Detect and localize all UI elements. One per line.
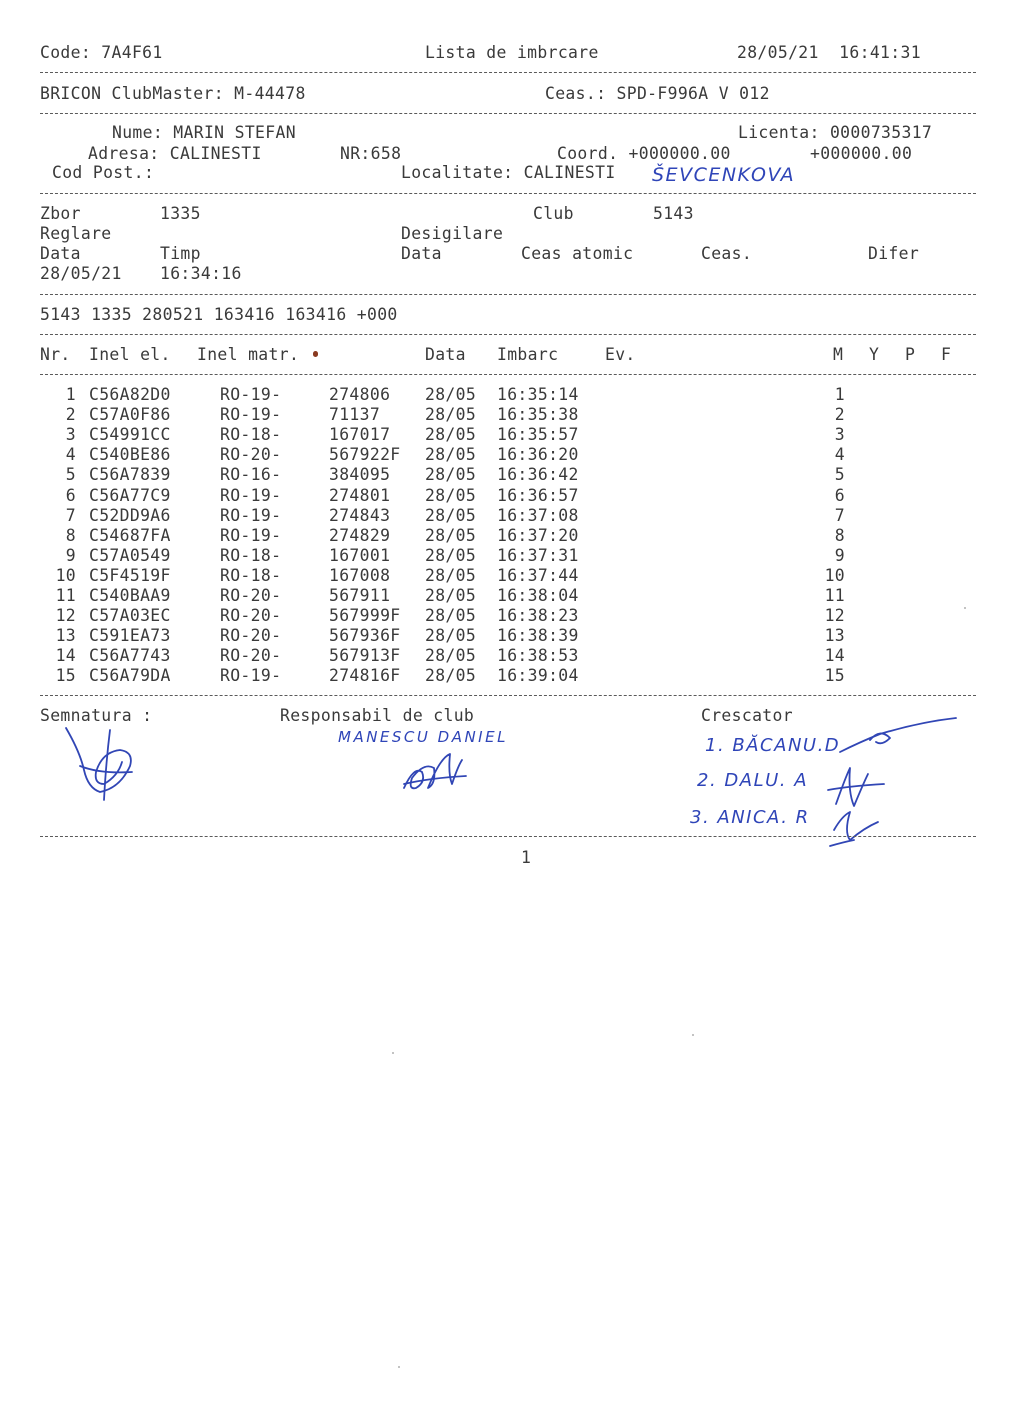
breeder-label: Crescator — [701, 706, 793, 725]
cell-ring-electronic: C540BE86 — [89, 445, 171, 465]
col-header-f: F — [941, 345, 952, 364]
cell-nr: 2 — [65, 405, 76, 425]
cell-date: 28/05 — [425, 626, 477, 646]
cell-m: 11 — [824, 586, 845, 605]
cell-m: 10 — [824, 565, 845, 585]
cell-ring-number: 167001 — [329, 545, 391, 565]
owner-name: Nume: MARIN STEFAN — [112, 123, 296, 142]
cell-time: 16:36:42 — [497, 465, 579, 485]
setting-date-label: Data — [40, 244, 81, 263]
col-header-ring-number: Inel matr. — [197, 345, 300, 364]
owner-license: Licenta: 0000735317 — [738, 123, 933, 142]
cell-date: 28/05 — [425, 425, 477, 445]
clock-label: Ceas. — [701, 244, 753, 263]
separator — [40, 695, 976, 696]
cell-m: 7 — [834, 505, 845, 525]
cell-ring-number: 167008 — [329, 565, 391, 585]
setting-time-label: Timp — [160, 244, 201, 263]
page-number: 1 — [521, 848, 532, 867]
code-label: Code: 7A4F61 — [40, 43, 163, 62]
cell-m: 9 — [834, 545, 845, 565]
cell-ring-prefix: RO-20- — [220, 606, 282, 626]
col-header-nr: Nr. — [40, 345, 71, 364]
cell-nr: 6 — [65, 485, 76, 505]
print-datetime: 28/05/21 16:41:31 — [737, 43, 921, 62]
handwritten-locality: ŠEVCENKOVA — [652, 164, 796, 186]
cell-ring-electronic: C54687FA — [89, 525, 171, 545]
cell-date: 28/05 — [425, 606, 477, 626]
cell-ring-electronic: C57A03EC — [89, 606, 171, 626]
flight-number: 1335 — [160, 204, 201, 223]
cell-ring-prefix: RO-18- — [220, 565, 282, 585]
cell-ring-prefix: RO-19- — [220, 525, 282, 545]
cell-ring-number: 274843 — [329, 505, 391, 525]
breeder-1: 1. BĂCANU.D — [705, 735, 841, 756]
cell-nr: 10 — [55, 565, 76, 585]
cell-time: 16:35:14 — [497, 385, 579, 404]
cell-m: 13 — [824, 626, 845, 646]
cell-date: 28/05 — [425, 666, 477, 686]
responsible-signature — [400, 748, 480, 798]
club-number: 5143 — [653, 204, 694, 223]
unsealing-date-label: Data — [401, 244, 442, 263]
cell-ring-electronic: C5F4519F — [89, 565, 171, 585]
setting-date: 28/05/21 — [40, 264, 122, 283]
difference-label: Difer — [868, 244, 920, 263]
separator — [40, 374, 976, 375]
cell-ring-prefix: RO-18- — [220, 545, 282, 565]
cell-ring-prefix: RO-19- — [220, 666, 282, 686]
cell-time: 16:39:04 — [497, 666, 579, 686]
cell-date: 28/05 — [425, 505, 477, 525]
cell-ring-prefix: RO-19- — [220, 485, 282, 505]
cell-date: 28/05 — [425, 545, 477, 565]
cell-ring-number: 71137 — [329, 405, 381, 425]
unsealing-label: Desigilare — [401, 224, 504, 243]
speck — [692, 1034, 694, 1036]
col-header-m: M — [833, 345, 844, 364]
cell-ring-number: 567999F — [329, 606, 401, 626]
speck — [964, 607, 966, 609]
col-header-boarding: Imbarc — [497, 345, 559, 364]
owner-postal-code: Cod Post.: — [52, 163, 155, 182]
cell-time: 16:38:53 — [497, 646, 579, 666]
club-responsible-label: Responsabil de club — [280, 706, 475, 725]
cell-date: 28/05 — [425, 405, 477, 425]
cell-date: 28/05 — [425, 385, 477, 404]
cell-ring-electronic: C591EA73 — [89, 626, 171, 646]
cell-m: 14 — [824, 646, 845, 666]
speck — [392, 1052, 394, 1054]
cell-ring-number: 384095 — [329, 465, 391, 485]
cell-m: 8 — [834, 525, 845, 545]
cell-time: 16:37:44 — [497, 565, 579, 585]
cell-ring-number: 567913F — [329, 646, 401, 666]
cell-date: 28/05 — [425, 525, 477, 545]
club-responsible-name: MANESCU DANIEL — [338, 728, 508, 746]
owner-address: Adresa: CALINESTI — [88, 144, 262, 163]
cell-ring-prefix: RO-20- — [220, 586, 282, 605]
cell-time: 16:38:39 — [497, 626, 579, 646]
cell-ring-prefix: RO-19- — [220, 405, 282, 425]
cell-ring-electronic: C56A7839 — [89, 465, 171, 485]
cell-time: 16:37:20 — [497, 525, 579, 545]
cell-time: 16:37:31 — [497, 545, 579, 565]
cell-nr: 1 — [65, 385, 76, 404]
owner-number: NR:658 — [340, 144, 402, 163]
cell-m: 6 — [834, 485, 845, 505]
clock-id: Ceas.: SPD-F996A V 012 — [545, 84, 770, 103]
owner-locality: Localitate: CALINESTI — [401, 163, 616, 182]
cell-ring-electronic: C56A7743 — [89, 646, 171, 666]
cell-time: 16:37:08 — [497, 505, 579, 525]
cell-ring-electronic: C54991CC — [89, 425, 171, 445]
cell-nr: 3 — [65, 425, 76, 445]
cell-m: 5 — [834, 465, 845, 485]
cell-nr: 9 — [65, 545, 76, 565]
cell-ring-electronic: C57A0549 — [89, 545, 171, 565]
cell-m: 4 — [834, 445, 845, 465]
cell-ring-prefix: RO-18- — [220, 425, 282, 445]
cell-ring-number: 274816F — [329, 666, 401, 686]
speck — [398, 1366, 400, 1368]
cell-nr: 12 — [55, 606, 76, 626]
cell-nr: 8 — [65, 525, 76, 545]
cell-date: 28/05 — [425, 465, 477, 485]
cell-m: 1 — [834, 385, 845, 404]
separator — [40, 334, 976, 335]
cell-date: 28/05 — [425, 485, 477, 505]
cell-ring-electronic: C540BAA9 — [89, 586, 171, 605]
cell-time: 16:35:57 — [497, 425, 579, 445]
col-header-ring-electronic: Inel el. — [89, 345, 171, 364]
signature-label: Semnatura : — [40, 706, 153, 725]
system-id: BRICON ClubMaster: M-44478 — [40, 84, 306, 103]
col-header-p: P — [905, 345, 916, 364]
flight-label: Zbor — [40, 204, 81, 223]
cell-ring-number: 274806 — [329, 385, 391, 404]
cell-ring-electronic: C52DD9A6 — [89, 505, 171, 525]
ink-dot — [313, 351, 318, 357]
cell-nr: 14 — [55, 646, 76, 666]
separator — [40, 294, 976, 295]
cell-ring-prefix: RO-19- — [220, 385, 282, 404]
cell-nr: 15 — [55, 666, 76, 686]
separator — [40, 193, 976, 194]
cell-nr: 11 — [55, 586, 76, 605]
cell-ring-electronic: C56A82D0 — [89, 385, 171, 404]
col-header-date: Data — [425, 345, 466, 364]
cell-ring-prefix: RO-19- — [220, 505, 282, 525]
cell-ring-number: 274829 — [329, 525, 391, 545]
breeder-3: 3. ANICA. R — [690, 807, 810, 828]
cell-time: 16:38:23 — [497, 606, 579, 626]
owner-coord: Coord. +000000.00 — [557, 144, 731, 163]
cell-time: 16:36:57 — [497, 485, 579, 505]
cell-ring-electronic: C56A77C9 — [89, 485, 171, 505]
separator — [40, 72, 976, 73]
separator — [40, 836, 976, 837]
breeder-2: 2. DALU. A — [697, 770, 809, 791]
owner-coord-2: +000000.00 — [810, 144, 913, 163]
col-header-y: Y — [869, 345, 880, 364]
cell-time: 16:36:20 — [497, 445, 579, 465]
cell-date: 28/05 — [425, 445, 477, 465]
cell-time: 16:35:38 — [497, 405, 579, 425]
cell-m: 3 — [834, 425, 845, 445]
separator — [40, 113, 976, 114]
cell-ring-prefix: RO-16- — [220, 465, 282, 485]
cell-nr: 5 — [65, 465, 76, 485]
cell-time: 16:38:04 — [497, 586, 579, 605]
document-title: Lista de imbrcare — [425, 43, 599, 62]
club-label: Club — [533, 204, 574, 223]
cell-ring-number: 167017 — [329, 425, 391, 445]
cell-ring-number: 567911 — [329, 586, 391, 605]
cell-m: 12 — [824, 606, 845, 626]
col-header-event: Ev. — [605, 345, 636, 364]
cell-ring-prefix: RO-20- — [220, 646, 282, 666]
cell-m: 15 — [824, 666, 845, 686]
cell-date: 28/05 — [425, 565, 477, 585]
cell-ring-electronic: C56A79DA — [89, 666, 171, 686]
cell-nr: 4 — [65, 445, 76, 465]
cell-ring-number: 567922F — [329, 445, 401, 465]
setting-time: 16:34:16 — [160, 264, 242, 283]
owner-signature — [60, 722, 140, 812]
cell-ring-prefix: RO-20- — [220, 445, 282, 465]
clock-code-line: 5143 1335 280521 163416 163416 +000 — [40, 305, 398, 324]
cell-ring-prefix: RO-20- — [220, 626, 282, 646]
cell-nr: 7 — [65, 505, 76, 525]
cell-m: 2 — [834, 405, 845, 425]
cell-ring-electronic: C57A0F86 — [89, 405, 171, 425]
cell-ring-number: 274801 — [329, 485, 391, 505]
cell-date: 28/05 — [425, 586, 477, 605]
cell-date: 28/05 — [425, 646, 477, 666]
atomic-clock-label: Ceas atomic — [521, 244, 634, 263]
setting-label: Reglare — [40, 224, 112, 243]
cell-nr: 13 — [55, 626, 76, 646]
breeder-signatures — [820, 712, 970, 862]
cell-ring-number: 567936F — [329, 626, 401, 646]
